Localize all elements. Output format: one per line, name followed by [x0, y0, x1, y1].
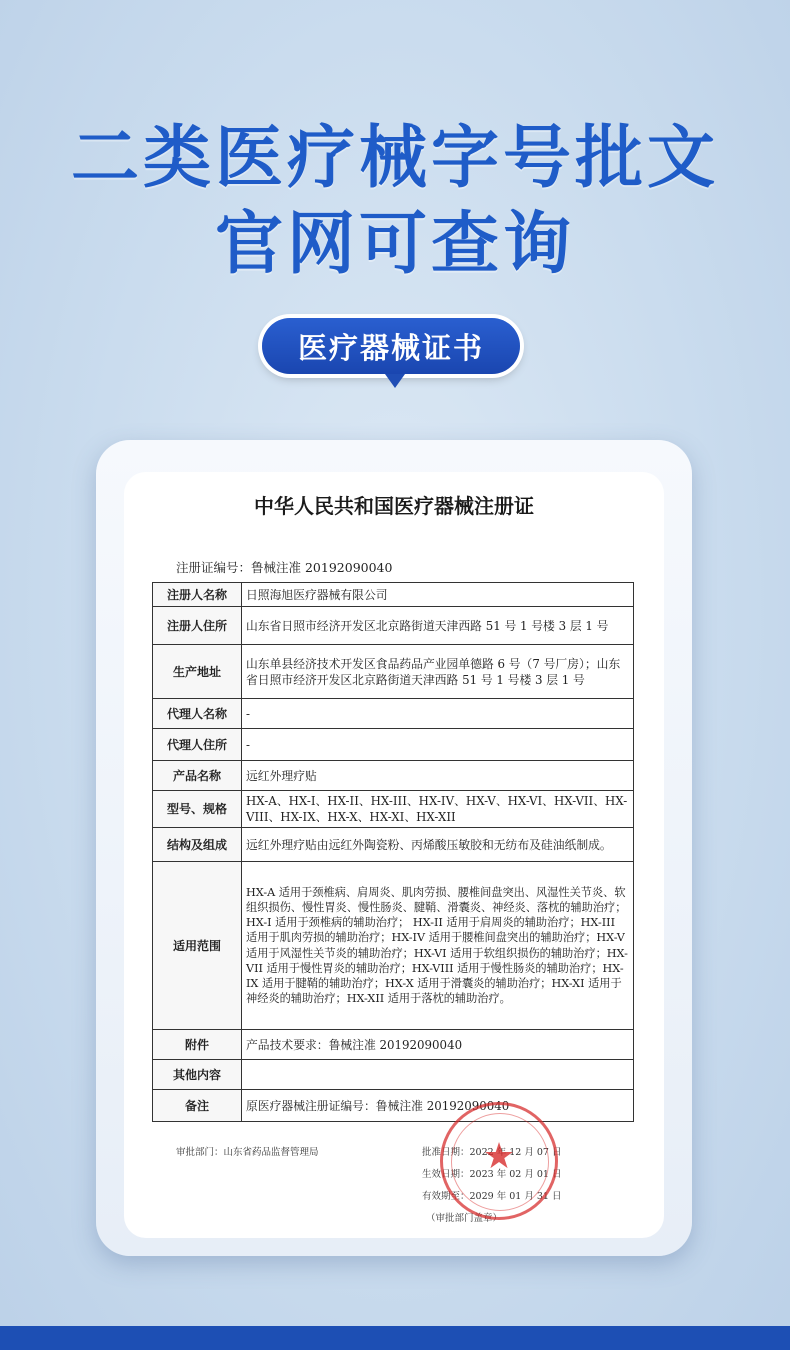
headline-line-2: 官网可查询 [214, 205, 575, 284]
row-value: 山东省日照市经济开发区北京路街道天津西路 51 号 1 号楼 3 层 1 号 [242, 607, 634, 645]
row-value: 远红外理疗贴由远红外陶瓷粉、丙烯酸压敏胶和无纺布及硅油纸制成。 [242, 828, 634, 862]
row-value: HX-A、HX-I、HX-II、HX-III、HX-IV、HX-V、HX-VI、HX-VII、HX-VIII、HX-IX、HX-X、HX-XI、HX-XII [242, 791, 634, 828]
table-row [153, 729, 634, 761]
row-label: 产品名称 [153, 761, 242, 791]
row-value: - [242, 729, 634, 761]
row-label: 型号、规格 [153, 791, 242, 828]
table-row [153, 828, 634, 862]
official-seal [440, 1102, 558, 1220]
row-value: HX-A 适用于颈椎病、肩周炎、肌肉劳损、腰椎间盘突出、风湿性关节炎、软组织损伤、慢性胃炎、慢性肠炎、腱鞘、滑囊炎、神经炎、落枕的辅助治疗；HX-I 适用于颈椎病的辅助治疗； HX-II 适用于肩周炎的辅助治疗；HX-III 适用于肌肉劳损的辅助治疗；HX-IV 适用于腰椎间盘突出的辅助治疗；HX-V 适用于风湿性关节炎的辅助治疗；HX-VI 适用于软组织损伤的辅助治疗；HX-VII 适用于慢性胃炎的辅助治疗；HX-VIII 适用于慢性肠炎的辅助治疗；HX-IX 适用于腱鞘的辅助治疗；HX-X 适用于滑囊炎的辅助治疗；HX-XI 适用于神经炎的辅助治疗；HX-XII 适用于落枕的辅助治疗。 [242, 862, 634, 1030]
row-value: - [242, 699, 634, 729]
row-label: 代理人住所 [153, 729, 242, 761]
bottom-bar [0, 1326, 790, 1350]
seal-note: （审批部门盖章） [426, 1213, 503, 1224]
row-label: 备注 [153, 1090, 242, 1122]
badge-pointer-icon [385, 374, 405, 388]
row-value: 远红外理疗贴 [242, 761, 634, 791]
approval-department: 审批部门：山东省药品监督管理局 [176, 1147, 319, 1158]
effective-date: 生效日期：2023 年 02 月 01 日 [422, 1169, 562, 1180]
row-label: 代理人名称 [153, 699, 242, 729]
certificate-title: 中华人民共和国医疗器械注册证 [254, 494, 534, 518]
row-label: 注册人住所 [153, 607, 242, 645]
row-value [242, 1060, 634, 1090]
row-value: 原医疗器械注册证编号：鲁械注准 20192090040 [242, 1090, 634, 1122]
row-value: 日照海旭医疗器械有限公司 [242, 583, 634, 607]
row-label: 其他内容 [153, 1060, 242, 1090]
registration-number: 注册证编号：鲁械注准 20192090040 [176, 560, 393, 575]
headline-line-1: 二类医疗械字号批文 [70, 119, 719, 198]
row-label: 附件 [153, 1030, 242, 1060]
row-label: 适用范围 [153, 862, 242, 1030]
certificate-paper [124, 472, 664, 1238]
table-row [153, 645, 634, 699]
expiry-date: 有效期至：2029 年 01 月 31 日 [422, 1191, 562, 1202]
certificate-table [152, 582, 634, 1122]
table-row [153, 607, 634, 645]
table-row [153, 761, 634, 791]
table-row [153, 791, 634, 828]
table-row [153, 1060, 634, 1090]
row-value: 山东单县经济技术开发区食品药品产业园单德路 6 号（7 号厂房）；山东省日照市经济开发区北京路街道天津西路 51 号 1 号楼 3 层 1 号 [242, 645, 634, 699]
table-row [153, 862, 634, 1030]
table-row [153, 699, 634, 729]
certificate-badge: 医疗器械证书 [262, 318, 520, 374]
approval-date: 批准日期：2022 年 12 月 07 日 [422, 1147, 562, 1158]
table-row [153, 583, 634, 607]
row-label: 生产地址 [153, 645, 242, 699]
row-label: 结构及组成 [153, 828, 242, 862]
table-row [153, 1090, 634, 1122]
row-value: 产品技术要求：鲁械注准 20192090040 [242, 1030, 634, 1060]
seal-star-icon: ★ [482, 1136, 516, 1177]
table-row [153, 1030, 634, 1060]
row-label: 注册人名称 [153, 583, 242, 607]
